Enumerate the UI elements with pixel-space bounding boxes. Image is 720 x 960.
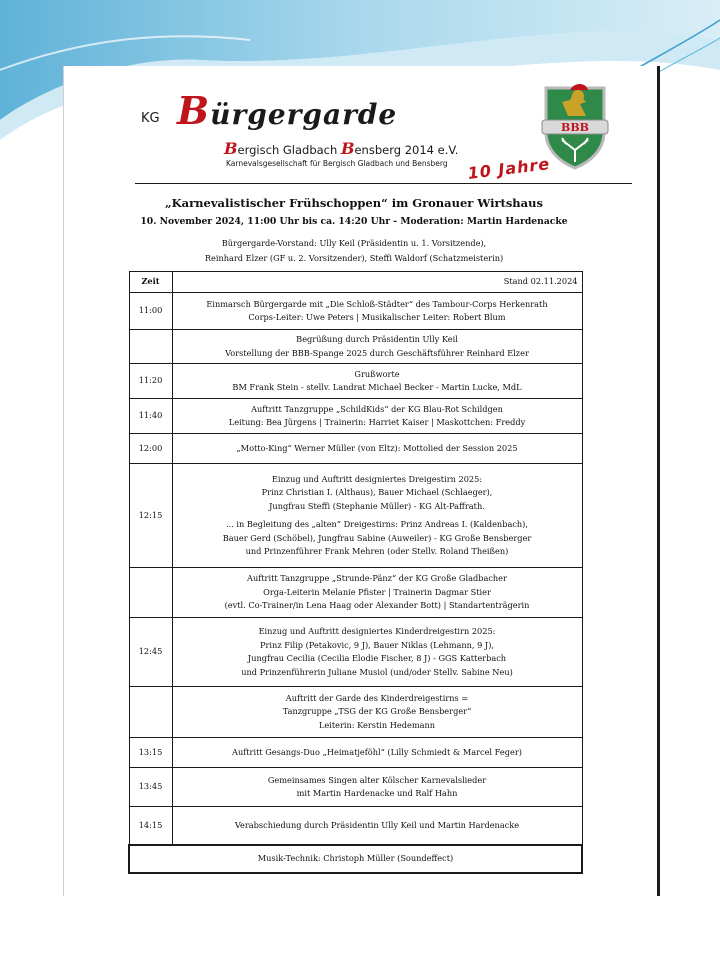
description-line: Einmarsch Bürgergarde mit „Die Schloß-Städter“ des Tambour-Corps Herkenrath bbox=[206, 298, 548, 309]
row-time bbox=[129, 330, 172, 364]
board-line-1: Bürgergarde-Vorstand: Ully Keil (Präsidentin u. 1. Vorsitzende), bbox=[221, 238, 487, 248]
document-page bbox=[63, 66, 660, 896]
description-line: „Motto-King“ Werner Müller (von Eltz): Mottolied der Session 2025 bbox=[236, 442, 518, 453]
description-line: Auftritt Tanzgruppe „Strunde-Pänz“ der KG Große Gladbacher bbox=[247, 573, 507, 584]
row-description bbox=[172, 293, 582, 330]
svg-text:BBB: BBB bbox=[561, 121, 589, 134]
table-row bbox=[129, 330, 582, 364]
schedule-rows bbox=[129, 293, 582, 874]
row-description bbox=[172, 364, 582, 399]
row-description bbox=[172, 618, 582, 687]
description-line: Orga-Leiterin Melanie Pfister | Trainerin Dagmar Stier bbox=[263, 586, 491, 597]
row-description bbox=[172, 768, 582, 807]
description-line: ... in Begleitung des „alten“ Dreigestirns: Prinz Andreas I. (Kaldenbach), bbox=[226, 519, 528, 529]
club-name-rest: ürgergarde bbox=[210, 98, 398, 131]
description-line: Grußworte bbox=[354, 368, 400, 379]
row-description bbox=[172, 738, 582, 768]
description-line: Jungfrau Cecilia (Cecilia Elodie Fischer, 8 J) - GGS Katterbach bbox=[247, 653, 507, 663]
row-time: 13:15 bbox=[129, 738, 172, 768]
description-line: Leitung: Bea Jürgens | Trainerin: Harriet Kaiser | Maskottchen: Freddy bbox=[228, 417, 526, 427]
description-line: Verabschiedung durch Präsidentin Ully Keil und Martin Hardenacke bbox=[234, 819, 520, 830]
table-row bbox=[129, 399, 582, 434]
description-line: mit Martin Hardenacke und Ralf Hahn bbox=[296, 788, 458, 798]
row-time: 12:15 bbox=[129, 464, 172, 568]
description-line: Begrüßung durch Präsidentin Ully Keil bbox=[296, 334, 458, 344]
header-divider bbox=[135, 183, 632, 184]
table-row bbox=[129, 687, 582, 738]
description-line: Prinz Christian I. (Althaus), Bauer Michael (Schlaeger), bbox=[261, 487, 493, 497]
description-line: und Prinzenführer Frank Mehren (oder Stellv. Roland Theißen) bbox=[245, 546, 509, 556]
club-name-initial: B bbox=[177, 88, 211, 133]
row-time: 11:40 bbox=[129, 399, 172, 434]
row-time bbox=[129, 568, 172, 618]
row-description bbox=[172, 464, 582, 568]
event-date: 10. November 2024, 11:00 Uhr bis ca. 14:20 Uhr - Moderation: Martin Hardenacke bbox=[140, 216, 568, 227]
column-header-time: Zeit bbox=[129, 272, 172, 293]
row-time: 11:20 bbox=[129, 364, 172, 399]
row-description bbox=[172, 434, 582, 464]
schedule-table bbox=[128, 271, 583, 874]
row-description bbox=[172, 568, 582, 618]
description-line: Einzug und Auftritt designiertes Dreigestirn 2025: bbox=[271, 473, 483, 484]
row-time bbox=[129, 687, 172, 738]
row-time: 11:00 bbox=[129, 293, 172, 330]
description-line: Auftritt Tanzgruppe „SchildKids“ der KG Blau-Rot Schildgen bbox=[251, 403, 503, 414]
row-description bbox=[172, 687, 582, 738]
event-title: „Karnevalistischer Frühschoppen“ im Gronauer Wirtshaus bbox=[165, 196, 543, 210]
club-tagline: Karnevalsgesellschaft für Bergisch Gladbach und Bensberg bbox=[226, 159, 448, 168]
kg-label: KG bbox=[141, 111, 160, 126]
table-row bbox=[129, 738, 582, 768]
table-row bbox=[129, 568, 582, 618]
description-line: Vorstellung der BBB-Spange 2025 durch Geschäftsführer Reinhard Elzer bbox=[225, 347, 529, 358]
description-line: Einzug und Auftritt designiertes Kinderdreigestirn 2025: bbox=[258, 626, 496, 636]
description-line: Prinz Filip (Petakovic, 9 J), Bauer Niklas (Lehmann, 9 J), bbox=[260, 639, 494, 650]
row-time: 12:00 bbox=[129, 434, 172, 464]
table-row bbox=[129, 768, 582, 807]
description-line: Gemeinsames Singen alter Kölscher Karnevalslieder bbox=[267, 774, 487, 785]
board-line-2: Reinhard Elzer (GF u. 2. Vorsitzender), Steffi Waldorf (Schatzmeisterin) bbox=[204, 253, 504, 263]
table-row bbox=[129, 464, 582, 568]
row-description bbox=[172, 330, 582, 364]
table-row bbox=[129, 434, 582, 464]
table-header-row bbox=[129, 272, 582, 293]
table-row bbox=[129, 293, 582, 330]
description-line: Jungfrau Steffi (Stephanie Müller) - KG Alt-Paffrath. bbox=[269, 500, 485, 511]
row-time: 14:15 bbox=[129, 807, 172, 846]
row-time: 12:45 bbox=[129, 618, 172, 687]
description-line: Corps-Leiter: Uwe Peters | Musikalischer Leiter: Robert Blum bbox=[248, 312, 506, 322]
row-description bbox=[172, 399, 582, 434]
club-name bbox=[177, 88, 397, 133]
description-line: Auftritt der Garde des Kinderdreigestirns = bbox=[285, 692, 469, 703]
description-line: und Prinzenführerin Juliane Musiol (und/oder Stellv. Sabine Neu) bbox=[241, 666, 513, 677]
row-description bbox=[172, 807, 582, 846]
table-row bbox=[129, 807, 582, 846]
row-time: 13:45 bbox=[129, 768, 172, 807]
table-row bbox=[129, 364, 582, 399]
description-line: Auftritt Gesangs-Duo „Heimatjeföhl“ (Lilly Schmiedt & Marcel Feger) bbox=[232, 746, 522, 757]
table-row bbox=[129, 618, 582, 687]
description-line: Tanzgruppe „TSG der KG Große Bensberger“ bbox=[282, 706, 472, 717]
description-line: Leiterin: Kerstin Hedemann bbox=[318, 719, 436, 730]
description-line: (evtl. Co-Trainer/in Lena Haag oder Alexander Bott) | Standartenträgerin bbox=[224, 600, 530, 611]
music-tech-credit: Musik-Technik: Christoph Müller (Soundeffect) bbox=[129, 845, 582, 873]
crest-icon bbox=[540, 80, 610, 170]
club-location: Bergisch Gladbach Bensberg 2014 e.V. bbox=[224, 139, 459, 158]
jubilee-label: 10 Jahre bbox=[466, 154, 552, 183]
footer-row bbox=[129, 845, 582, 873]
description-line: Bauer Gerd (Schöbel), Jungfrau Sabine (Auweiler) - KG Große Bensberger bbox=[222, 532, 532, 543]
stand-date: Stand 02.11.2024 bbox=[172, 272, 582, 293]
description-line: BM Frank Stein - stellv. Landrat Michael Becker - Martin Lucke, MdL bbox=[232, 382, 522, 392]
